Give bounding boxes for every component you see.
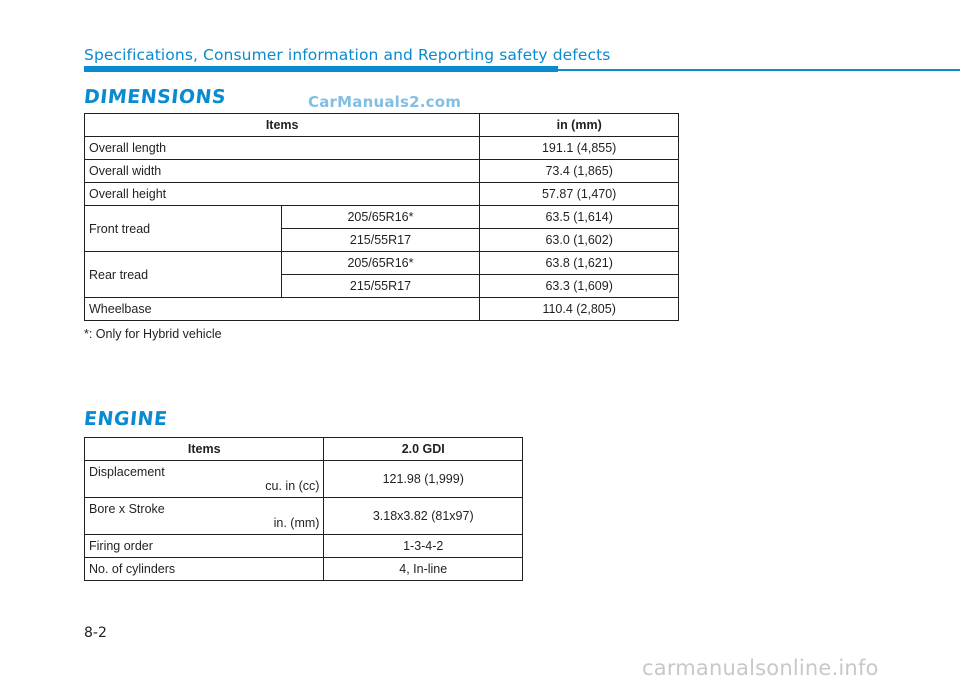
col-header-value: in (mm) bbox=[480, 114, 679, 137]
row-value: 73.4 (1,865) bbox=[480, 160, 679, 183]
table-row bbox=[85, 160, 679, 183]
row-value: 3.18x3.82 (81x97) bbox=[324, 498, 523, 535]
engine-heading: ENGINE bbox=[82, 408, 169, 430]
table-row bbox=[85, 535, 523, 558]
table-header-row bbox=[85, 438, 523, 461]
dimensions-heading: DIMENSIONS bbox=[82, 86, 228, 108]
row-value: 57.87 (1,470) bbox=[480, 183, 679, 206]
row-value: 4, In-line bbox=[324, 558, 523, 581]
table-row bbox=[85, 252, 679, 275]
row-label: No. of cylinders bbox=[85, 558, 324, 581]
table-row bbox=[85, 298, 679, 321]
row-label: Firing order bbox=[85, 535, 324, 558]
tire-size: 215/55R17 bbox=[281, 229, 480, 252]
row-value: 1-3-4-2 bbox=[324, 535, 523, 558]
tire-size: 215/55R17 bbox=[281, 275, 480, 298]
row-label: Overall width bbox=[85, 160, 480, 183]
col-header-value: 2.0 GDI bbox=[324, 438, 523, 461]
dimensions-table bbox=[84, 113, 679, 321]
col-header-items: Items bbox=[85, 114, 480, 137]
row-value: 110.4 (2,805) bbox=[480, 298, 679, 321]
row-value: 191.1 (4,855) bbox=[480, 137, 679, 160]
header-rule-thick bbox=[84, 66, 558, 72]
table-row bbox=[85, 183, 679, 206]
table-row bbox=[85, 498, 523, 535]
page-number: 8-2 bbox=[84, 625, 107, 641]
row-value: 63.5 (1,614) bbox=[480, 206, 679, 229]
row-label: Overall length bbox=[85, 137, 480, 160]
tire-size: 205/65R16* bbox=[281, 252, 480, 275]
row-label: Wheelbase bbox=[85, 298, 480, 321]
row-value: 63.8 (1,621) bbox=[480, 252, 679, 275]
row-label: Rear tread bbox=[85, 252, 282, 298]
watermark-bottom: carmanualsonline.info bbox=[642, 656, 879, 680]
row-label: Overall height bbox=[85, 183, 480, 206]
row-value: 63.0 (1,602) bbox=[480, 229, 679, 252]
chapter-title: Specifications, Consumer information and Reporting safety defects bbox=[84, 46, 611, 64]
watermark-top: CarManuals2.com bbox=[308, 93, 462, 111]
displacement-unit: cu. in (cc) bbox=[265, 479, 320, 493]
table-row bbox=[85, 558, 523, 581]
table-header-row bbox=[85, 114, 679, 137]
table-row bbox=[85, 206, 679, 229]
bore-stroke-unit: in. (mm) bbox=[273, 516, 320, 530]
row-label bbox=[85, 498, 324, 535]
tire-size: 205/65R16* bbox=[281, 206, 480, 229]
row-label: Front tread bbox=[85, 206, 282, 252]
row-value: 63.3 (1,609) bbox=[480, 275, 679, 298]
table-row bbox=[85, 461, 523, 498]
engine-table bbox=[84, 437, 523, 581]
col-header-items: Items bbox=[85, 438, 324, 461]
bore-stroke-label: Bore x Stroke bbox=[89, 502, 165, 516]
table-row bbox=[85, 137, 679, 160]
displacement-label: Displacement bbox=[89, 465, 165, 479]
header-rule-thin bbox=[558, 69, 960, 71]
hybrid-footnote: *: Only for Hybrid vehicle bbox=[84, 327, 222, 341]
row-label bbox=[85, 461, 324, 498]
row-value: 121.98 (1,999) bbox=[324, 461, 523, 498]
